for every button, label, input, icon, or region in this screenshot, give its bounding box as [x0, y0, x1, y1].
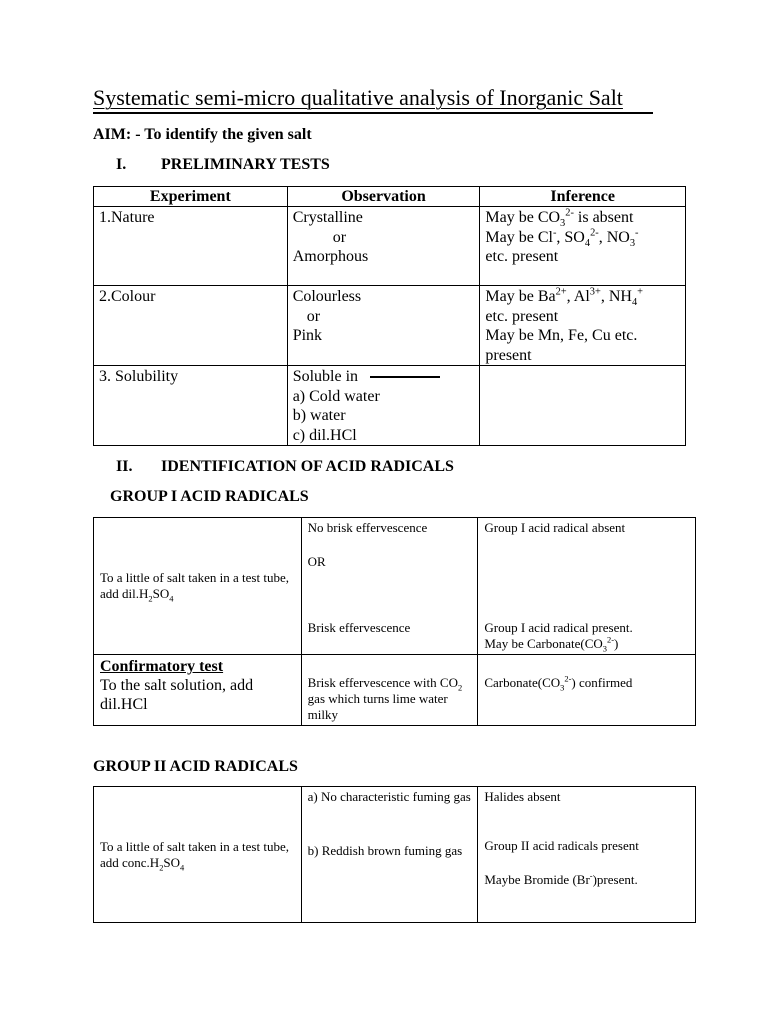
column-header-observation: Observation	[287, 187, 480, 207]
inference-line: May be $Carbonate(CO_3^{2-})$	[484, 634, 619, 654]
observation-cell	[287, 366, 480, 446]
table-row-solubility	[94, 366, 686, 446]
table-row-nature	[94, 207, 686, 286]
observation-line: Pink	[292, 327, 323, 344]
observation-line: Crystalline	[292, 209, 363, 226]
title-underline-rule	[93, 112, 653, 114]
observation-line: b) water	[292, 407, 346, 424]
inference-line: May be $CO_3^{2-}$ is absent	[485, 207, 634, 230]
inference-cell	[478, 787, 696, 923]
page-title: Systematic semi-micro qualitative analysis of Inorganic Salt	[93, 85, 623, 110]
observation-cell	[301, 518, 478, 655]
observation-line: Amorphous	[292, 248, 369, 265]
confirmatory-test-text: To the salt solution, add dil.HCl	[100, 677, 254, 713]
observation-cell	[301, 787, 478, 923]
fill-in-blank-line	[370, 376, 440, 378]
group2-acid-radicals-table	[93, 786, 696, 923]
experiment-cell: 3. Solubility	[94, 366, 288, 446]
inference-line: present	[485, 346, 532, 364]
confirmatory-test-heading: Confirmatory test	[100, 658, 224, 675]
preliminary-tests-table	[93, 186, 686, 446]
observation-line: or	[332, 228, 347, 246]
inference-line: Maybe Bromide (Br-)present.	[484, 870, 638, 887]
inference-cell	[480, 286, 686, 366]
inference-line: etc. present	[485, 248, 559, 265]
inference-line: Group II acid radicals present	[484, 838, 639, 853]
inference-line: Group I acid radical present.	[484, 620, 633, 635]
group1-heading: GROUP I ACID RADICALS	[110, 488, 309, 505]
observation-cell: Brisk effervescence with $CO_2$ gas which turns lime water milky	[301, 655, 478, 726]
experiment-cell: 2.Colour	[94, 286, 288, 366]
observation-line: c) dil.HCl	[292, 426, 357, 444]
column-header-experiment: Experiment	[94, 187, 288, 207]
observation-line: a) Cold water	[292, 387, 380, 405]
observation-cell	[287, 286, 480, 366]
section-heading-acid-radicals	[116, 457, 454, 477]
table-header-row	[94, 187, 686, 207]
table-row-test	[94, 518, 696, 655]
inference-line: May be Mn, Fe, Cu etc.	[485, 327, 638, 344]
section-title: IDENTIFICATION OF ACID RADICALS	[161, 458, 454, 475]
inference-cell	[480, 366, 686, 446]
or-label: OR	[307, 554, 326, 569]
observation-line: or	[306, 307, 321, 325]
aim-line: AIM: - To identify the given salt	[93, 126, 312, 143]
experiment-cell: To a little of salt taken in a test tube, add $dil.H_2SO_4$	[94, 518, 302, 655]
column-header-inference: Inference	[480, 187, 686, 207]
observation-line: Colourless	[292, 288, 362, 305]
observation-line: a) No characteristic fuming gas	[307, 789, 471, 804]
section-heading-preliminary	[116, 155, 330, 175]
section-number: II.	[116, 458, 133, 475]
observation-line: b) Reddish brown fuming gas	[307, 843, 463, 858]
observation-line: Brisk effervescence	[307, 620, 411, 635]
observation-cell	[287, 207, 480, 286]
inference-line: May be Cl-, $SO_4^{2-}$, $NO_3^-$	[485, 227, 639, 249]
inference-line: May be $Ba^{2+}$, $Al^{3+}$, $NH_4^+$	[485, 286, 644, 309]
observation-line: No brisk effervescence	[307, 520, 428, 535]
inference-cell: $Carbonate(CO_3^{2-})$ confirmed	[478, 655, 696, 726]
observation-line: Soluble in	[293, 367, 475, 387]
inference-line: Halides absent	[484, 789, 561, 804]
section-number: I.	[116, 156, 127, 173]
inference-line: Group I acid radical absent	[484, 520, 626, 535]
table-row-test	[94, 787, 696, 923]
table-row-confirmatory	[94, 655, 696, 726]
inference-cell	[478, 518, 696, 655]
group2-heading: GROUP II ACID RADICALS	[93, 758, 298, 775]
table-row-colour	[94, 286, 686, 366]
section-title: PRELIMINARY TESTS	[161, 156, 330, 173]
inference-line: etc. present	[485, 307, 559, 325]
experiment-cell: To a little of salt taken in a test tube, add $conc.H_2SO_4$	[94, 787, 302, 923]
inference-cell	[480, 207, 686, 286]
group1-acid-radicals-table	[93, 517, 696, 726]
experiment-cell	[94, 655, 302, 726]
experiment-cell: 1.Nature	[94, 207, 288, 286]
